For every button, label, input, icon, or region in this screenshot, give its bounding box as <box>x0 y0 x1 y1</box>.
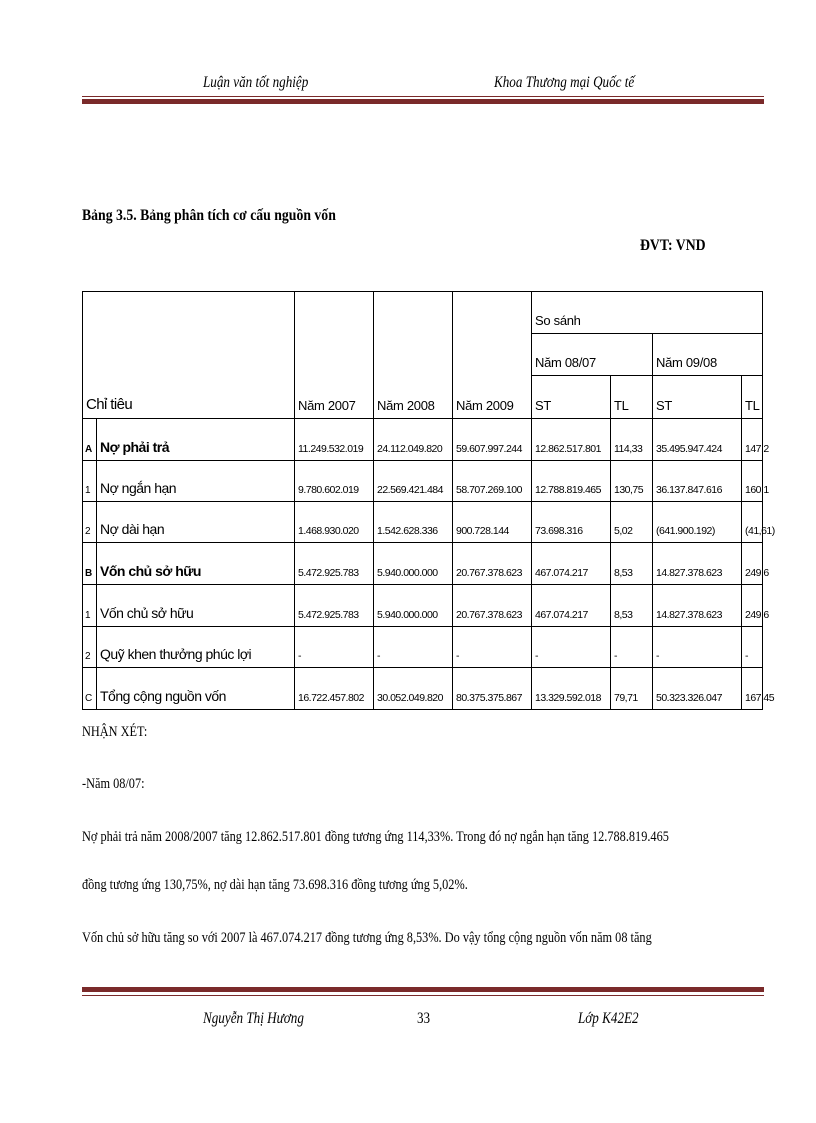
footer-rule-thin <box>82 995 764 996</box>
cell-2008: 5.940.000.000 <box>374 585 453 627</box>
header-row-1 <box>83 292 763 334</box>
col-header-2009: Năm 2009 <box>453 292 532 419</box>
comment-heading: NHẬN XÉT: <box>82 724 148 740</box>
table-row <box>83 461 763 502</box>
cell-2009: 58.707.269.100 <box>453 461 532 502</box>
row-label: Nợ dài hạn <box>97 502 295 543</box>
cell-tl-0908: 249,6 <box>742 543 763 585</box>
cell-st-0807: 12.862.517.801 <box>532 419 611 461</box>
footer-rule <box>82 987 764 992</box>
cell-st-0807: 73.698.316 <box>532 502 611 543</box>
col-header-st-0908: ST <box>653 376 742 419</box>
cell-st-0908: 14.827.378.623 <box>653 543 742 585</box>
row-label: Vốn chủ sở hữu <box>97 543 295 585</box>
col-header-0807: Năm 08/07 <box>532 334 653 376</box>
col-header-0908: Năm 09/08 <box>653 334 763 376</box>
cell-2007: 11.249.532.019 <box>295 419 374 461</box>
header-rule-thin <box>82 96 764 97</box>
cell-tl-0807: 114,33 <box>611 419 653 461</box>
row-label: Vốn chủ sở hữu <box>97 585 295 627</box>
cell-st-0807: 13.329.592.018 <box>532 668 611 710</box>
table-row <box>83 627 763 668</box>
paragraph-line-1: Nợ phải trả năm 2008/2007 tăng 12.862.517.801 đồng tương ứng 114,33%. Trong đó nợ ngắn hạn tăng 12.788.819.465 <box>82 829 669 845</box>
cell-tl-0908: - <box>742 627 763 668</box>
header-right: Khoa Thương mại Quốc tế <box>494 74 635 91</box>
cell-st-0807: - <box>532 627 611 668</box>
col-header-2007: Năm 2007 <box>295 292 374 419</box>
cell-2007: 9.780.602.019 <box>295 461 374 502</box>
col-header-tl-0807: TL <box>611 376 653 419</box>
cell-2008: 22.569.421.484 <box>374 461 453 502</box>
table-row <box>83 585 763 627</box>
cell-2008: 24.112.049.820 <box>374 419 453 461</box>
cell-st-0908: 36.137.847.616 <box>653 461 742 502</box>
paragraph-line-3: Vốn chủ sở hữu tăng so với 2007 là 467.074.217 đồng tương ứng 8,53%. Do vậy tổng cộng nguồn vốn năm 08 tăng <box>82 930 652 946</box>
capital-structure-table <box>82 291 775 710</box>
row-code: 1 <box>83 461 97 502</box>
header-left: Luận văn tốt nghiệp <box>203 74 309 91</box>
cell-st-0807: 12.788.819.465 <box>532 461 611 502</box>
table-row <box>83 419 763 461</box>
comment-subheading: -Năm 08/07: <box>82 776 145 792</box>
col-header-label: Chỉ tiêu <box>83 292 295 419</box>
cell-tl-0908: 147,2 <box>742 419 763 461</box>
cell-tl-0807: 79,71 <box>611 668 653 710</box>
cell-st-0908: 50.323.326.047 <box>653 668 742 710</box>
table-row <box>83 502 763 543</box>
table-row <box>83 668 763 710</box>
cell-2009: - <box>453 627 532 668</box>
cell-st-0807: 467.074.217 <box>532 543 611 585</box>
cell-2007: - <box>295 627 374 668</box>
row-code: 2 <box>83 627 97 668</box>
col-header-2008: Năm 2008 <box>374 292 453 419</box>
cell-st-0908: 35.495.947.424 <box>653 419 742 461</box>
cell-st-0807: 467.074.217 <box>532 585 611 627</box>
cell-2009: 80.375.375.867 <box>453 668 532 710</box>
cell-2008: - <box>374 627 453 668</box>
cell-st-0908: - <box>653 627 742 668</box>
row-code: 2 <box>83 502 97 543</box>
cell-tl-0908: 160,1 <box>742 461 763 502</box>
cell-2007: 5.472.925.783 <box>295 585 374 627</box>
row-label: Nợ ngắn hạn <box>97 461 295 502</box>
cell-2007: 5.472.925.783 <box>295 543 374 585</box>
row-label: Tổng cộng nguồn vốn <box>97 668 295 710</box>
col-header-tl-0908: TL <box>742 376 763 419</box>
cell-2007: 16.722.457.802 <box>295 668 374 710</box>
table-row <box>83 543 763 585</box>
cell-tl-0807: 130,75 <box>611 461 653 502</box>
row-code: A <box>83 419 97 461</box>
col-header-compare: So sánh <box>532 292 763 334</box>
cell-2008: 30.052.049.820 <box>374 668 453 710</box>
row-code: 1 <box>83 585 97 627</box>
footer-author: Nguyễn Thị Hương <box>203 1010 304 1027</box>
cell-2008: 1.542.628.336 <box>374 502 453 543</box>
col-header-st-0807: ST <box>532 376 611 419</box>
row-label: Quỹ khen thưởng phúc lợi <box>97 627 295 668</box>
cell-st-0908: 14.827.378.623 <box>653 585 742 627</box>
cell-2009: 59.607.997.244 <box>453 419 532 461</box>
cell-tl-0807: 8,53 <box>611 543 653 585</box>
cell-2009: 900.728.144 <box>453 502 532 543</box>
cell-2009: 20.767.378.623 <box>453 585 532 627</box>
cell-2007: 1.468.930.020 <box>295 502 374 543</box>
cell-2008: 5.940.000.000 <box>374 543 453 585</box>
cell-tl-0908: 167,45 <box>742 668 763 710</box>
page-number: 33 <box>417 1010 431 1027</box>
cell-2009: 20.767.378.623 <box>453 543 532 585</box>
footer-class: Lớp K42E2 <box>578 1010 639 1027</box>
cell-tl-0908: 249,6 <box>742 585 763 627</box>
row-code: B <box>83 543 97 585</box>
cell-tl-0908: (41,61) <box>742 502 763 543</box>
unit-label: ĐVT: VND <box>640 237 706 254</box>
row-code: C <box>83 668 97 710</box>
paragraph-line-2: đồng tương ứng 130,75%, nợ dài hạn tăng 73.698.316 đồng tương ứng 5,02%. <box>82 877 468 893</box>
table-title: Bảng 3.5. Bảng phân tích cơ cấu nguồn vốn <box>82 207 336 224</box>
cell-st-0908: (641.900.192) <box>653 502 742 543</box>
cell-tl-0807: - <box>611 627 653 668</box>
cell-tl-0807: 5,02 <box>611 502 653 543</box>
header-rule <box>82 99 764 104</box>
cell-tl-0807: 8,53 <box>611 585 653 627</box>
row-label: Nợ phải trả <box>97 419 295 461</box>
